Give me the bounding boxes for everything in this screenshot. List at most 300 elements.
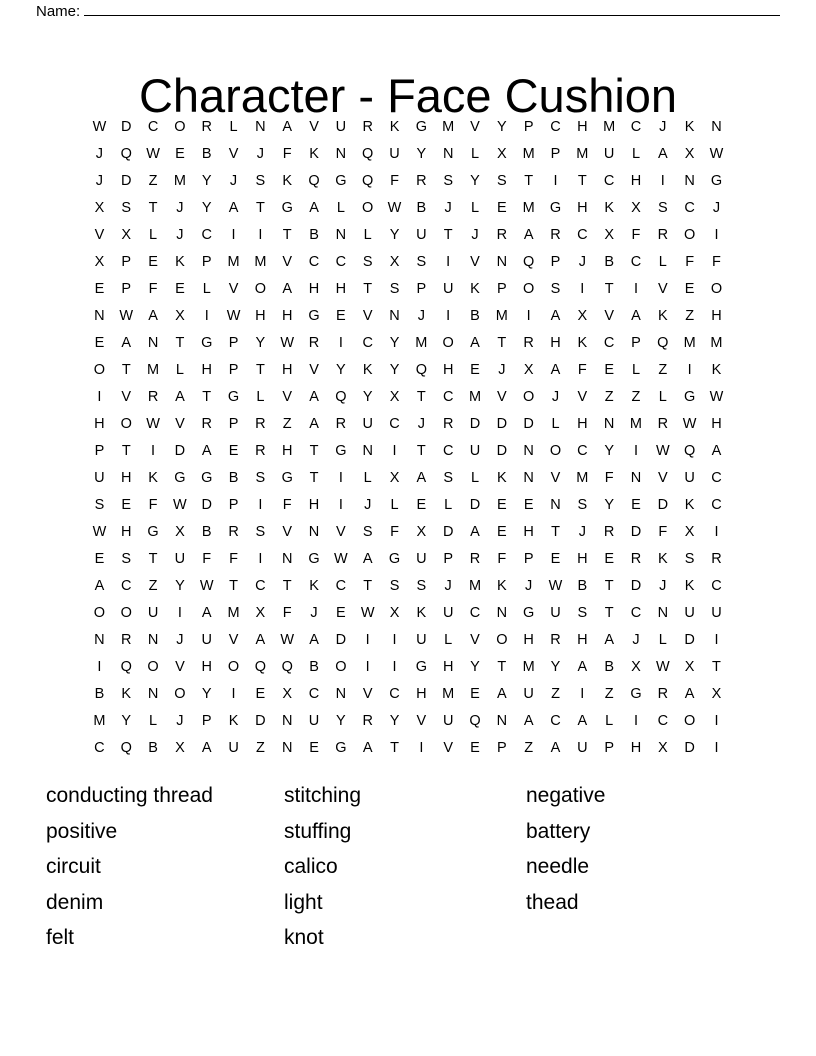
grid-letter[interactable]: H — [630, 739, 642, 756]
grid-letter[interactable]: A — [550, 361, 561, 378]
grid-letter[interactable]: L — [363, 469, 372, 486]
grid-letter[interactable]: K — [684, 496, 695, 513]
grid-letter[interactable]: W — [387, 199, 402, 216]
grid-letter[interactable]: P — [550, 145, 561, 162]
grid-letter[interactable]: P — [604, 739, 614, 756]
grid-letter[interactable]: L — [202, 280, 211, 297]
grid-letter[interactable]: O — [683, 712, 696, 729]
grid-letter[interactable]: L — [605, 712, 614, 729]
grid-letter[interactable]: U — [94, 469, 105, 486]
grid-letter[interactable]: J — [95, 145, 104, 162]
grid-letter[interactable]: H — [308, 280, 320, 297]
grid-letter[interactable]: G — [174, 469, 186, 486]
grid-letter[interactable]: Y — [201, 685, 212, 702]
grid-letter[interactable]: I — [714, 712, 719, 729]
grid-letter[interactable]: A — [309, 631, 319, 648]
grid-letter[interactable]: S — [577, 604, 588, 621]
grid-letter[interactable]: E — [94, 550, 105, 567]
grid-letter[interactable]: W — [119, 307, 134, 324]
grid-letter[interactable]: C — [603, 172, 615, 189]
grid-letter[interactable]: P — [121, 280, 132, 297]
grid-letter[interactable]: I — [97, 388, 102, 405]
grid-letter[interactable]: N — [281, 739, 293, 756]
grid-letter[interactable]: Q — [120, 658, 132, 675]
grid-letter[interactable]: B — [577, 577, 588, 594]
grid-letter[interactable]: E — [255, 685, 266, 702]
grid-letter[interactable]: E — [94, 334, 105, 351]
grid-letter[interactable]: F — [658, 523, 668, 540]
grid-letter[interactable]: F — [685, 253, 695, 270]
grid-letter[interactable]: F — [282, 604, 292, 621]
grid-letter[interactable]: L — [658, 631, 667, 648]
grid-letter[interactable]: X — [94, 199, 105, 216]
grid-letter[interactable]: D — [255, 712, 266, 729]
grid-letter[interactable]: F — [229, 550, 238, 567]
grid-letter[interactable]: V — [416, 712, 427, 729]
grid-letter[interactable]: T — [121, 442, 131, 459]
grid-letter[interactable]: A — [577, 712, 588, 729]
grid-letter[interactable]: C — [711, 469, 722, 486]
grid-letter[interactable]: U — [684, 469, 695, 486]
grid-letter[interactable]: P — [550, 253, 561, 270]
grid-letter[interactable]: Y — [201, 172, 212, 189]
grid-letter[interactable]: E — [497, 199, 507, 216]
grid-letter[interactable]: Z — [148, 577, 158, 594]
grid-letter[interactable]: M — [495, 307, 508, 324]
grid-letter[interactable]: C — [389, 415, 400, 432]
grid-letter[interactable]: P — [228, 496, 239, 513]
grid-letter[interactable]: E — [497, 523, 507, 540]
grid-letter[interactable]: D — [442, 523, 454, 540]
grid-letter[interactable]: V — [94, 226, 105, 243]
grid-letter[interactable]: I — [580, 280, 585, 297]
grid-letter[interactable]: U — [442, 712, 454, 729]
grid-letter[interactable]: K — [148, 469, 158, 486]
grid-letter[interactable]: F — [631, 226, 641, 243]
grid-letter[interactable]: L — [470, 145, 480, 162]
grid-letter[interactable]: G — [335, 172, 347, 189]
grid-letter[interactable]: P — [416, 280, 427, 297]
word-list-item[interactable]: conducting thread — [46, 784, 213, 807]
grid-letter[interactable]: L — [149, 712, 158, 729]
grid-letter[interactable]: O — [227, 658, 240, 675]
grid-letter[interactable]: U — [469, 442, 481, 459]
grid-letter[interactable]: F — [148, 280, 158, 297]
grid-letter[interactable]: W — [709, 145, 724, 162]
grid-letter[interactable]: N — [281, 712, 293, 729]
grid-letter[interactable]: Q — [120, 739, 132, 756]
grid-letter[interactable]: C — [469, 604, 481, 621]
grid-letter[interactable]: W — [173, 496, 187, 513]
grid-letter[interactable]: P — [201, 253, 212, 270]
grid-letter[interactable]: O — [683, 226, 696, 243]
grid-letter[interactable]: R — [255, 442, 266, 459]
grid-letter[interactable]: G — [281, 469, 293, 486]
word-list-item[interactable]: positive — [46, 819, 118, 843]
grid-letter[interactable]: F — [282, 145, 292, 162]
grid-letter[interactable]: S — [255, 172, 266, 189]
grid-letter[interactable]: V — [470, 631, 480, 648]
grid-letter[interactable]: N — [523, 442, 534, 459]
grid-letter[interactable]: S — [255, 523, 266, 540]
grid-letter[interactable]: O — [523, 280, 535, 297]
grid-letter[interactable]: D — [630, 577, 642, 594]
grid-letter[interactable]: T — [416, 442, 426, 459]
grid-letter[interactable]: C — [711, 577, 722, 594]
grid-letter[interactable]: U — [335, 118, 347, 135]
grid-letter[interactable]: N — [335, 226, 347, 243]
grid-letter[interactable]: U — [442, 604, 454, 621]
grid-letter[interactable]: H — [711, 307, 722, 324]
grid-letter[interactable]: H — [577, 415, 588, 432]
grid-letter[interactable]: W — [280, 334, 295, 351]
grid-letter[interactable]: M — [522, 658, 535, 675]
grid-letter[interactable]: C — [94, 739, 105, 756]
grid-letter[interactable]: Z — [658, 361, 668, 378]
grid-letter[interactable]: P — [497, 280, 507, 297]
grid-letter[interactable]: H — [201, 658, 212, 675]
grid-letter[interactable]: W — [146, 145, 160, 162]
grid-letter[interactable]: J — [417, 415, 425, 432]
grid-letter[interactable]: E — [416, 496, 427, 513]
grid-letter[interactable]: C — [550, 712, 561, 729]
grid-letter[interactable]: X — [604, 226, 614, 243]
grid-letter[interactable]: L — [470, 199, 480, 216]
grid-letter[interactable]: V — [657, 469, 668, 486]
grid-letter[interactable]: K — [684, 577, 695, 594]
grid-letter[interactable]: C — [577, 226, 588, 243]
grid-letter[interactable]: J — [256, 145, 264, 162]
grid-letter[interactable]: T — [202, 388, 212, 405]
grid-letter[interactable]: C — [577, 442, 588, 459]
grid-letter[interactable]: N — [711, 118, 722, 135]
grid-letter[interactable]: X — [631, 658, 641, 675]
word-list-item[interactable]: denim — [46, 890, 104, 914]
grid-letter[interactable]: Y — [362, 388, 373, 405]
grid-letter[interactable]: G — [281, 199, 293, 216]
grid-letter[interactable]: A — [282, 118, 293, 135]
grid-letter[interactable]: V — [470, 118, 480, 135]
grid-letter[interactable]: N — [684, 172, 695, 189]
grid-letter[interactable]: C — [335, 253, 347, 270]
grid-letter[interactable]: F — [577, 361, 587, 378]
grid-letter[interactable]: K — [309, 577, 319, 594]
grid-letter[interactable]: B — [228, 469, 239, 486]
grid-letter[interactable]: G — [549, 199, 562, 216]
grid-letter[interactable]: I — [633, 712, 638, 729]
grid-letter[interactable]: G — [201, 334, 213, 351]
grid-letter[interactable]: B — [309, 226, 319, 243]
grid-letter[interactable]: Q — [469, 712, 481, 729]
grid-letter[interactable]: H — [335, 280, 347, 297]
grid-letter[interactable]: I — [633, 280, 638, 297]
grid-letter[interactable]: R — [657, 226, 669, 243]
grid-letter[interactable]: J — [176, 199, 184, 216]
grid-letter[interactable]: D — [469, 496, 481, 513]
grid-letter[interactable]: X — [711, 685, 722, 702]
grid-letter[interactable]: Z — [282, 415, 292, 432]
grid-letter[interactable]: H — [281, 442, 293, 459]
grid-letter[interactable]: A — [362, 739, 373, 756]
grid-letter[interactable]: V — [282, 523, 293, 540]
grid-letter[interactable]: N — [147, 685, 159, 702]
grid-letter[interactable]: B — [309, 658, 319, 675]
grid-letter[interactable]: M — [415, 334, 428, 351]
grid-letter[interactable]: R — [201, 118, 212, 135]
grid-letter[interactable]: O — [254, 280, 267, 297]
grid-letter[interactable]: J — [551, 388, 560, 405]
grid-letter[interactable]: Y — [550, 658, 561, 675]
grid-letter[interactable]: J — [444, 577, 452, 594]
grid-letter[interactable]: L — [229, 118, 238, 135]
grid-letter[interactable]: I — [553, 172, 558, 189]
grid-letter[interactable]: F — [497, 550, 507, 567]
grid-letter[interactable]: L — [175, 361, 184, 378]
grid-letter[interactable]: V — [121, 388, 132, 405]
grid-letter[interactable]: C — [335, 577, 347, 594]
grid-letter[interactable]: A — [470, 334, 480, 351]
grid-letter[interactable]: V — [577, 388, 588, 405]
grid-letter[interactable]: O — [362, 199, 374, 216]
grid-letter[interactable]: Q — [362, 172, 374, 189]
grid-letter[interactable]: B — [201, 523, 212, 540]
grid-letter[interactable]: M — [254, 253, 267, 270]
grid-letter[interactable]: A — [201, 739, 212, 756]
grid-letter[interactable]: E — [121, 496, 132, 513]
grid-letter[interactable]: L — [551, 415, 560, 432]
grid-letter[interactable]: E — [684, 280, 695, 297]
grid-letter[interactable]: S — [121, 550, 132, 567]
grid-letter[interactable]: C — [630, 118, 642, 135]
grid-letter[interactable]: N — [255, 118, 266, 135]
grid-letter[interactable]: I — [392, 631, 397, 648]
grid-letter[interactable]: H — [550, 334, 561, 351]
grid-letter[interactable]: H — [442, 658, 454, 675]
grid-letter[interactable]: A — [523, 226, 534, 243]
grid-letter[interactable]: I — [580, 685, 585, 702]
grid-letter[interactable]: I — [338, 334, 343, 351]
grid-letter[interactable]: C — [657, 712, 669, 729]
grid-letter[interactable]: H — [94, 415, 105, 432]
grid-letter[interactable]: G — [201, 469, 213, 486]
grid-letter[interactable]: G — [523, 604, 535, 621]
grid-letter[interactable]: N — [496, 604, 508, 621]
grid-letter[interactable]: Y — [336, 361, 346, 378]
grid-letter[interactable]: W — [280, 631, 295, 648]
grid-letter[interactable]: I — [151, 442, 156, 459]
grid-letter[interactable]: T — [121, 361, 131, 378]
grid-letter[interactable]: V — [309, 361, 319, 378]
grid-letter[interactable]: X — [389, 388, 400, 405]
grid-letter[interactable]: J — [176, 226, 184, 243]
grid-letter[interactable]: O — [174, 118, 186, 135]
grid-letter[interactable]: T — [255, 199, 265, 216]
grid-letter[interactable]: R — [308, 334, 320, 351]
grid-letter[interactable]: R — [121, 631, 132, 648]
grid-letter[interactable]: G — [415, 658, 427, 675]
grid-letter[interactable]: P — [523, 550, 534, 567]
grid-letter[interactable]: Y — [175, 577, 185, 594]
grid-letter[interactable]: C — [389, 685, 400, 702]
grid-letter[interactable]: H — [711, 415, 722, 432]
grid-letter[interactable]: H — [255, 307, 266, 324]
grid-letter[interactable]: I — [714, 739, 719, 756]
grid-letter[interactable]: C — [630, 253, 642, 270]
grid-letter[interactable]: J — [498, 361, 506, 378]
grid-letter[interactable]: J — [364, 496, 372, 513]
grid-letter[interactable]: Q — [683, 442, 696, 459]
grid-letter[interactable]: G — [227, 388, 240, 405]
grid-letter[interactable]: G — [710, 172, 723, 189]
grid-letter[interactable]: A — [577, 658, 588, 675]
grid-letter[interactable]: K — [309, 145, 319, 162]
grid-letter[interactable]: Q — [254, 658, 267, 675]
grid-letter[interactable]: E — [470, 685, 480, 702]
grid-letter[interactable]: O — [147, 658, 159, 675]
grid-letter[interactable]: I — [231, 226, 236, 243]
grid-letter[interactable]: U — [228, 739, 239, 756]
grid-letter[interactable]: G — [683, 388, 696, 405]
word-list-item[interactable]: light — [284, 890, 323, 914]
grid-letter[interactable]: H — [577, 118, 588, 135]
grid-letter[interactable]: L — [631, 145, 641, 162]
grid-letter[interactable]: V — [336, 523, 346, 540]
grid-letter[interactable]: M — [576, 145, 589, 162]
grid-letter[interactable]: L — [444, 631, 453, 648]
word-list-item[interactable]: felt — [46, 926, 75, 949]
grid-letter[interactable]: S — [416, 253, 427, 270]
grid-letter[interactable]: V — [175, 415, 185, 432]
grid-letter[interactable]: E — [497, 496, 507, 513]
grid-letter[interactable]: O — [93, 361, 106, 378]
grid-letter[interactable]: Y — [201, 199, 212, 216]
grid-letter[interactable]: Y — [416, 145, 427, 162]
grid-letter[interactable]: S — [550, 280, 561, 297]
grid-letter[interactable]: J — [444, 199, 452, 216]
grid-letter[interactable]: I — [633, 442, 638, 459]
grid-letter[interactable]: E — [631, 496, 641, 513]
grid-letter[interactable]: M — [442, 118, 455, 135]
grid-letter[interactable]: S — [443, 469, 454, 486]
grid-letter[interactable]: X — [684, 523, 695, 540]
grid-letter[interactable]: S — [497, 172, 507, 189]
grid-letter[interactable]: T — [363, 280, 373, 297]
grid-letter[interactable]: G — [308, 307, 320, 324]
grid-letter[interactable]: L — [256, 388, 265, 405]
grid-letter[interactable]: W — [334, 550, 348, 567]
grid-letter[interactable]: N — [94, 307, 105, 324]
grid-letter[interactable]: A — [523, 712, 534, 729]
grid-letter[interactable]: F — [282, 496, 292, 513]
grid-letter[interactable]: X — [121, 226, 132, 243]
grid-letter[interactable]: M — [468, 388, 482, 405]
grid-letter[interactable]: T — [390, 739, 399, 756]
grid-letter[interactable]: G — [335, 739, 347, 756]
grid-letter[interactable]: H — [577, 199, 588, 216]
grid-letter[interactable]: Y — [389, 712, 400, 729]
grid-letter[interactable]: P — [201, 712, 212, 729]
grid-letter[interactable]: V — [604, 307, 614, 324]
grid-letter[interactable]: W — [226, 307, 241, 324]
grid-letter[interactable]: B — [416, 199, 427, 216]
grid-letter[interactable]: U — [577, 739, 588, 756]
grid-letter[interactable]: Z — [631, 388, 641, 405]
grid-letter[interactable]: T — [604, 280, 614, 297]
grid-letter[interactable]: T — [282, 226, 292, 243]
grid-letter[interactable]: O — [335, 658, 347, 675]
grid-letter[interactable]: L — [444, 496, 453, 513]
grid-letter[interactable]: G — [335, 442, 347, 459]
grid-letter[interactable]: U — [389, 145, 400, 162]
grid-letter[interactable]: O — [523, 388, 535, 405]
word-list-item[interactable]: thead — [526, 890, 579, 914]
grid-letter[interactable]: T — [497, 334, 507, 351]
grid-letter[interactable]: T — [577, 172, 587, 189]
grid-letter[interactable]: S — [389, 577, 400, 594]
grid-letter[interactable]: X — [684, 145, 695, 162]
grid-letter[interactable]: K — [228, 712, 239, 729]
grid-letter[interactable]: P — [121, 253, 132, 270]
grid-letter[interactable]: V — [228, 145, 239, 162]
grid-letter[interactable]: R — [442, 415, 454, 432]
grid-letter[interactable]: A — [201, 442, 212, 459]
grid-letter[interactable]: J — [712, 199, 721, 216]
grid-letter[interactable]: J — [229, 172, 238, 189]
grid-letter[interactable]: L — [658, 253, 667, 270]
grid-letter[interactable]: G — [388, 550, 401, 567]
grid-letter[interactable]: B — [604, 253, 614, 270]
grid-letter[interactable]: C — [684, 199, 695, 216]
grid-letter[interactable]: W — [655, 658, 670, 675]
grid-letter[interactable]: Y — [389, 226, 400, 243]
grid-letter[interactable]: D — [496, 442, 508, 459]
grid-letter[interactable]: O — [93, 604, 106, 621]
word-list-item[interactable]: needle — [526, 855, 590, 878]
grid-letter[interactable]: H — [121, 523, 132, 540]
grid-letter[interactable]: B — [148, 739, 158, 756]
grid-letter[interactable]: X — [389, 253, 400, 270]
grid-letter[interactable]: R — [496, 226, 508, 243]
grid-letter[interactable]: D — [630, 523, 642, 540]
grid-letter[interactable]: X — [175, 739, 185, 756]
grid-letter[interactable]: M — [629, 415, 643, 432]
grid-letter[interactable]: N — [442, 145, 454, 162]
grid-letter[interactable]: I — [231, 685, 236, 702]
grid-letter[interactable]: A — [604, 631, 614, 648]
grid-letter[interactable]: F — [390, 172, 399, 189]
grid-letter[interactable]: P — [228, 334, 239, 351]
grid-letter[interactable]: E — [94, 280, 105, 297]
grid-letter[interactable]: K — [121, 685, 132, 702]
grid-letter[interactable]: T — [255, 361, 265, 378]
grid-letter[interactable]: I — [258, 550, 263, 567]
grid-letter[interactable]: N — [550, 496, 561, 513]
grid-letter[interactable]: U — [603, 145, 615, 162]
grid-letter[interactable]: I — [258, 226, 263, 243]
grid-letter[interactable]: S — [416, 577, 427, 594]
grid-letter[interactable]: S — [362, 523, 373, 540]
grid-letter[interactable]: P — [631, 334, 641, 351]
grid-letter[interactable]: V — [443, 739, 454, 756]
grid-letter[interactable]: V — [228, 280, 239, 297]
grid-letter[interactable]: J — [176, 712, 184, 729]
grid-letter[interactable]: Y — [121, 712, 132, 729]
grid-letter[interactable]: R — [335, 415, 347, 432]
grid-letter[interactable]: Q — [657, 334, 669, 351]
grid-letter[interactable]: X — [416, 523, 427, 540]
grid-letter[interactable]: Y — [497, 118, 507, 135]
grid-letter[interactable]: A — [684, 685, 695, 702]
